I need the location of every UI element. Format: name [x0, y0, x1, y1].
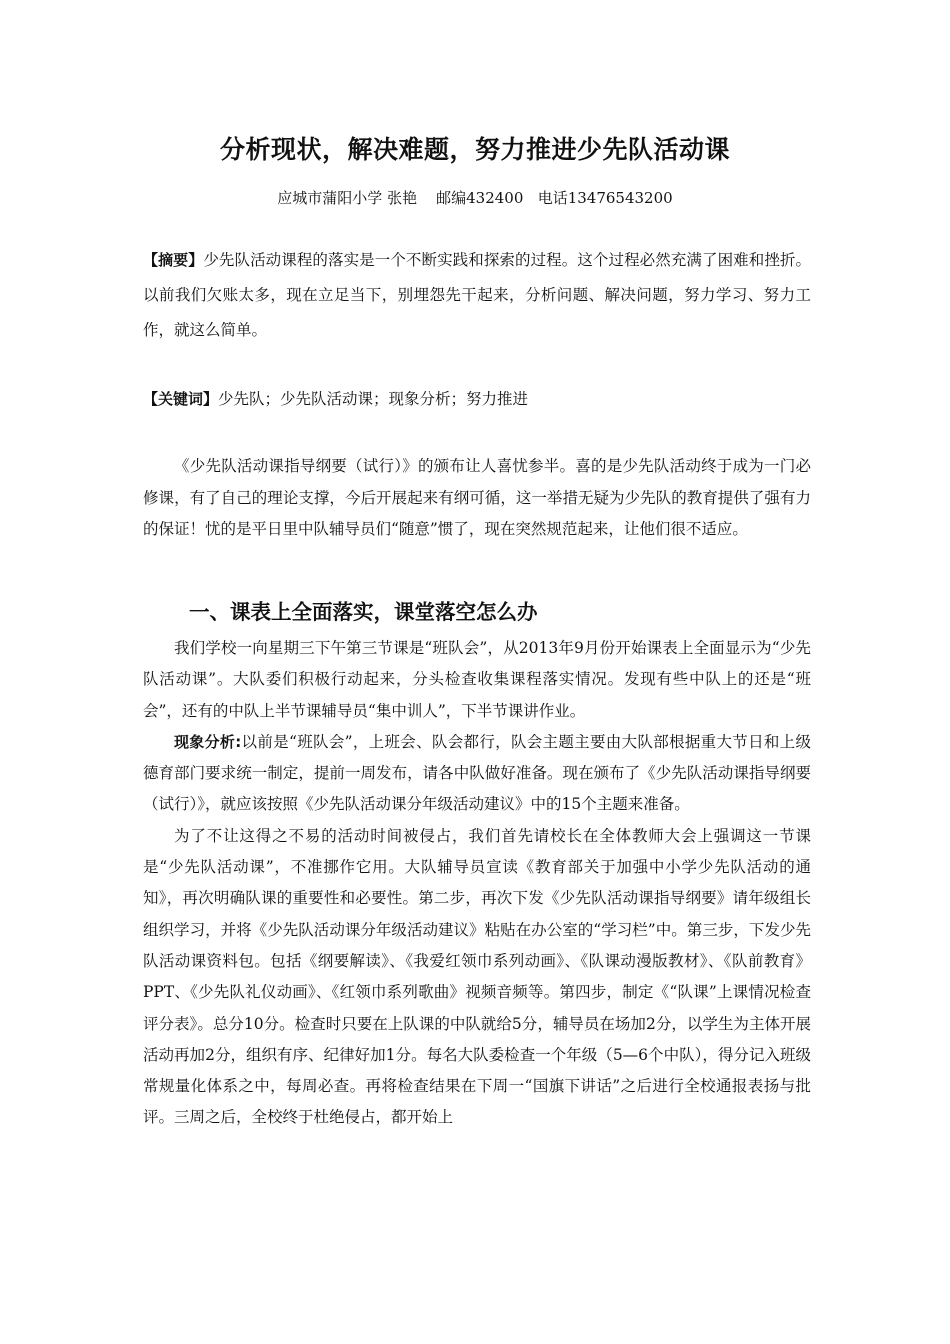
paragraph: [143, 727, 811, 821]
paragraph: 为了不让这得之不易的活动时间被侵占，我们首先请校长在全体教师大会上强调这一节课是“少先队活动课”，不准挪作它用。大队辅导员宣读《教育部关于加强中小学少先队活动的通知》，再次明确队课的重要性和必要性。第二步，再次下发《少先队活动课指导纲要》请年级组长组织学习，并将《少先队活动课分年级活动建议》粘贴在办公室的“学习栏”中。第三步，下发少先队活动课资料包。包括《纲要解读》、《我爱红领巾系列动画》、《队课动漫版教材》、《队前教育》PPT、《少先队礼仪动画》、《红领巾系列歌曲》视频音频等。第四步，制定《“队课”上课情况检查评分表》。总分10分。检查时只要在上队课的中队就给5分，辅导员在场加2分，以学生为主体开展活动再加2分，组织有序、纪律好加1分。每名大队委检查一个年级（5—6个中队），得分记入班级常规量化体系之中，每周必查。再将检查结果在下周一“国旗下讲话”之后进行全校通报表扬与批评。三周之后，全校终于杜绝侵占，都开始上: [143, 826, 811, 1127]
abstract-text: 少先队活动课程的落实是一个不断实践和探索的过程。这个过程必然充满了困难和挫折。以前我们欠账太多，现在立足当下，别埋怨先干起来，分析问题、解决问题，努力学习、努力工作，就这么简单。: [143, 251, 811, 339]
keywords: [143, 384, 811, 414]
intro-paragraph: 《少先队活动课指导纲要（试行）》的颁布让人喜忧参半。喜的是少先队活动终于成为一门必修课，有了自己的理论支撑，今后开展起来有纲可循，这一举措无疑为少先队的教育提供了强有力的保证！忧的是平日里中队辅导员们“随意”惯了，现在突然规范起来，让他们很不适应。: [143, 457, 811, 538]
document-title: 分析现状，解决难题，努力推进少先队活动课: [219, 135, 730, 164]
paragraph: 我们学校一向星期三下午第三节课是“班队会”，从2013年9月份开始课表上全面显示为“少先队活动课”。大队委们积极行动起来，分头检查收集课程落实情况。发现有些中队上的还是“班会”，还有的中队上半节课辅导员“集中训人”，下半节课讲作业。: [143, 639, 811, 720]
analysis-text: 以前是“班队会”，上班会、队会都行，队会主题主要由大队部根据重大节日和上级德育部门要求统一制定，提前一周发布，请各中队做好准备。现在颁布了《少先队活动课指导纲要（试行）》，就应该按照《少先队活动课分年级活动建议》中的15个主题来准备。: [143, 732, 811, 814]
analysis-label: 现象分析:: [174, 732, 242, 751]
section-body: [143, 633, 811, 1134]
author-byline: 应城市蒲阳小学 张艳 邮编432400 电话13476543200: [277, 189, 673, 207]
keywords-text: 少先队；少先队活动课；现象分析；努力推进: [218, 390, 529, 408]
section-heading: 一、课表上全面落实，课堂落空怎么办: [189, 600, 538, 624]
keywords-label: 【关键词】: [143, 390, 219, 408]
abstract: [143, 243, 811, 348]
abstract-label: 【摘要】: [143, 251, 204, 269]
